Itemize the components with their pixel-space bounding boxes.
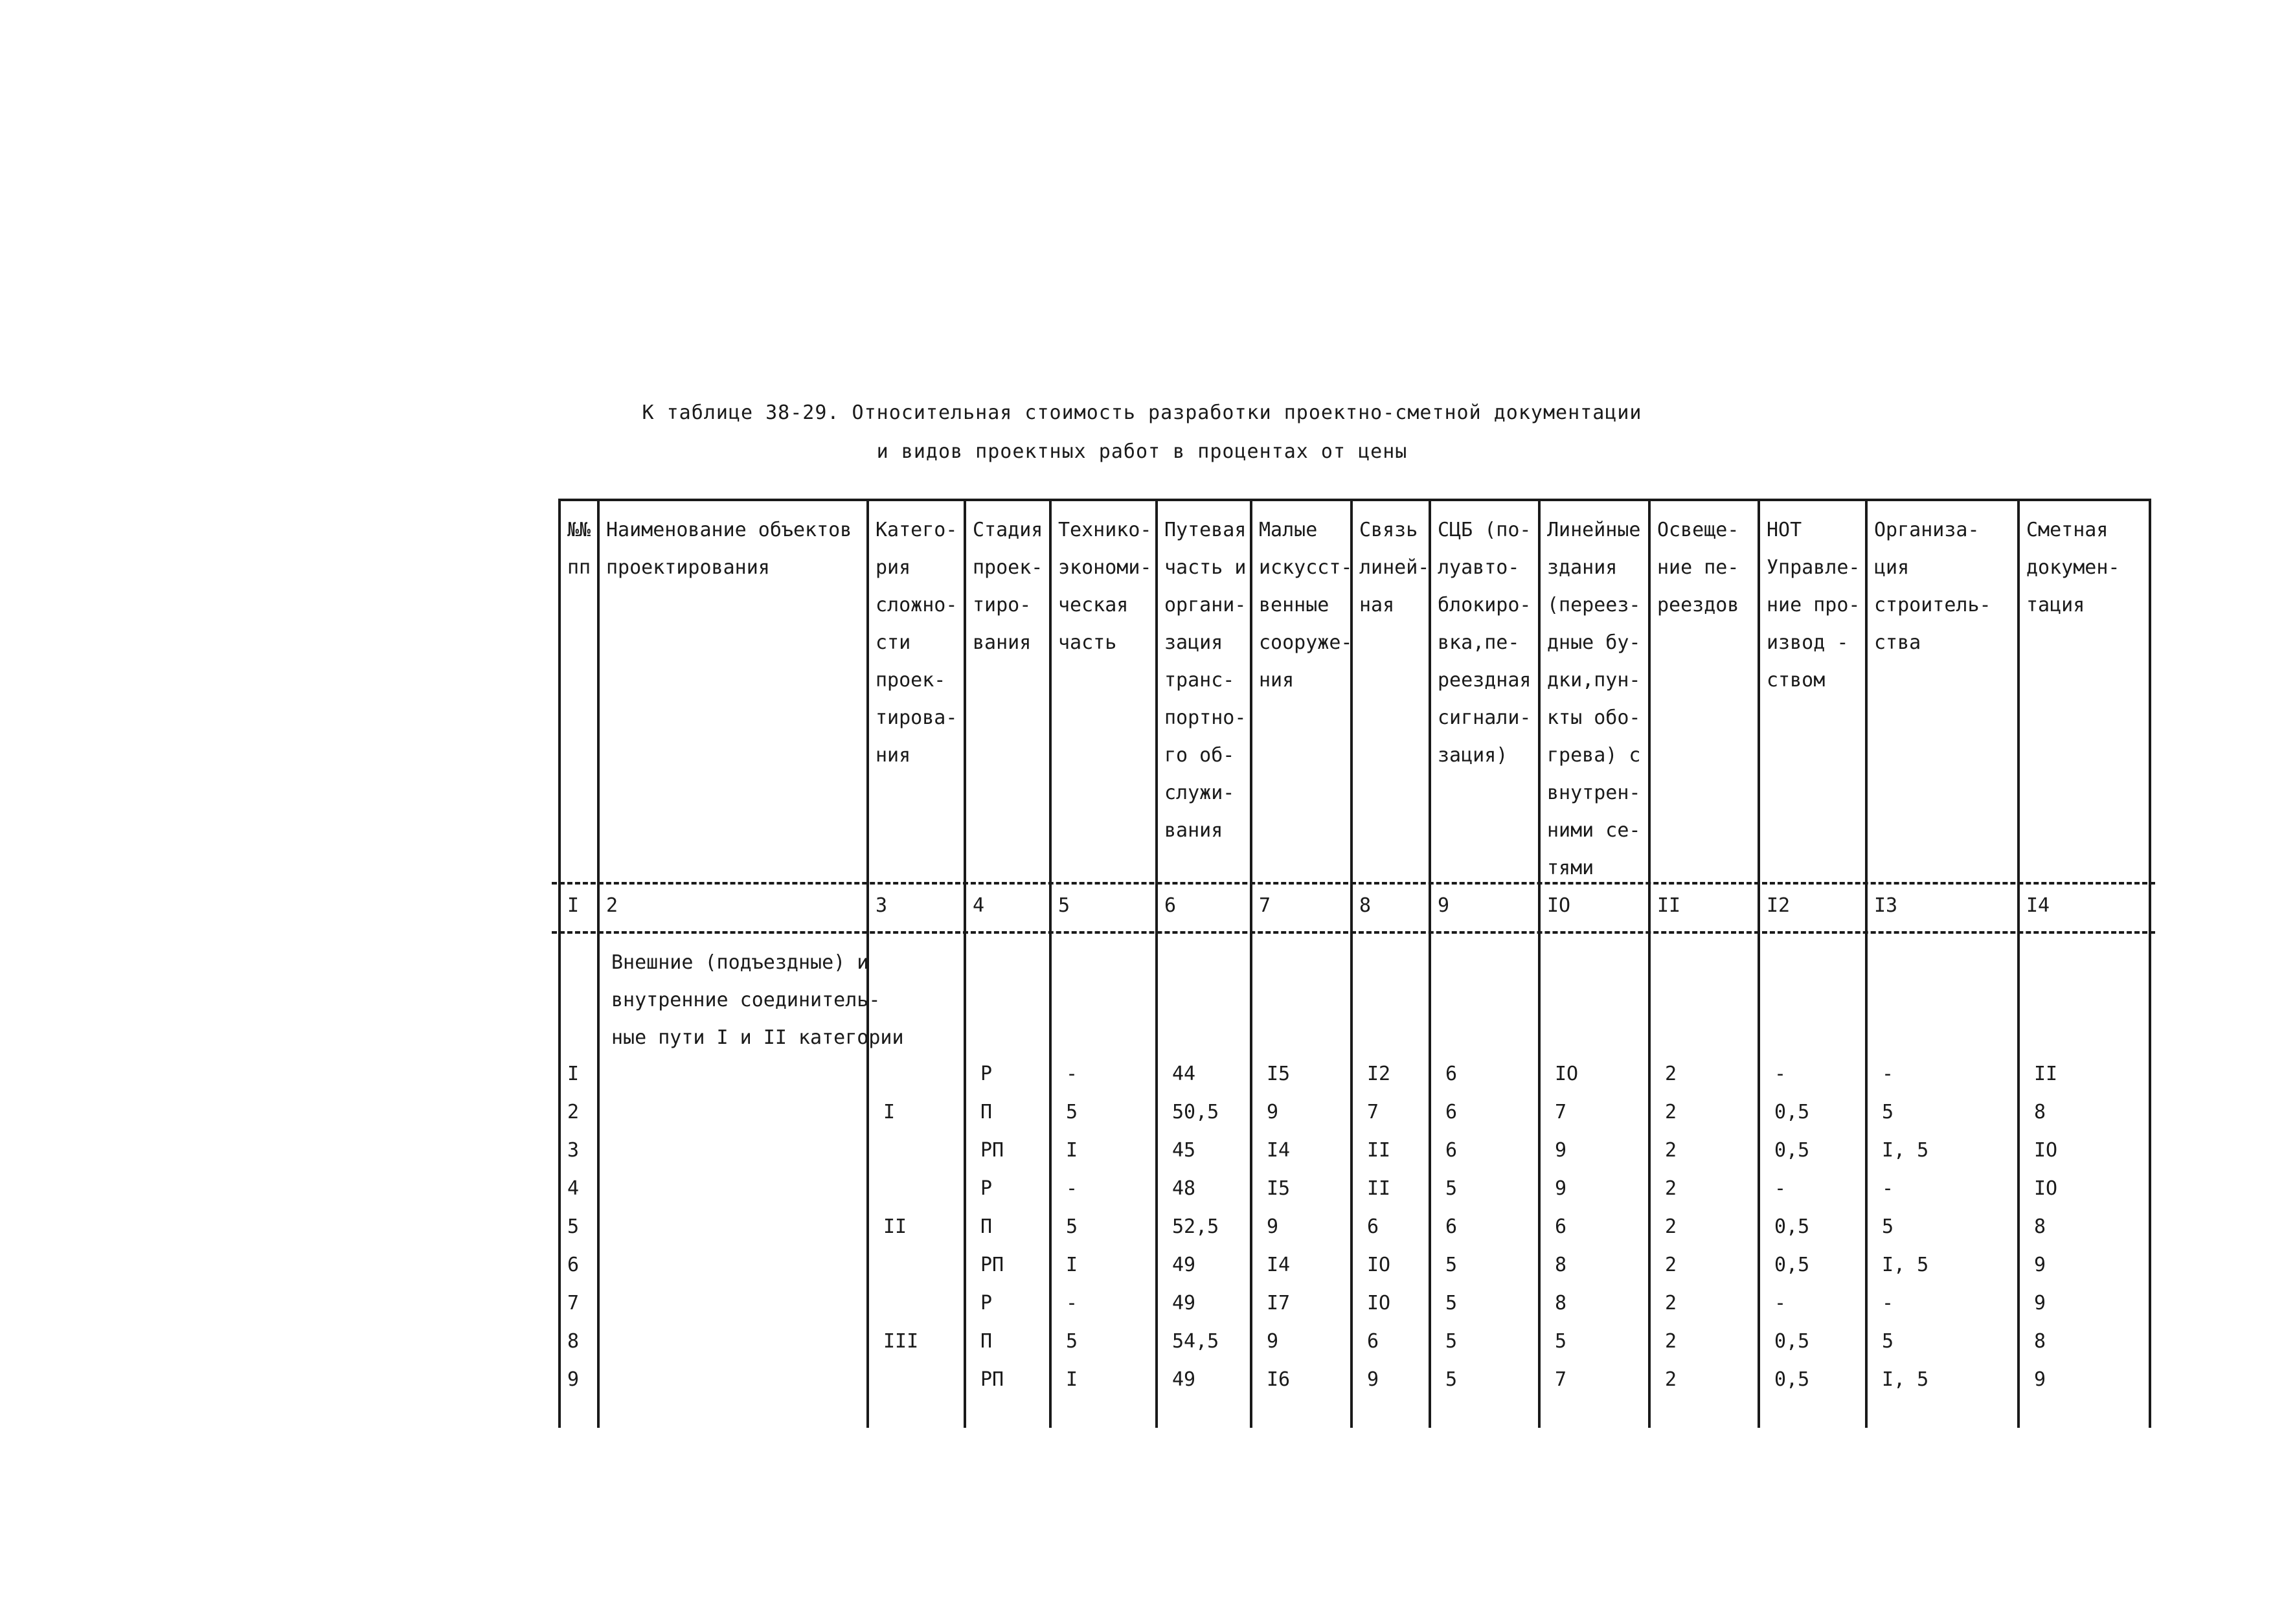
table-cell: РП bbox=[980, 1139, 1004, 1162]
table-cell: I bbox=[1066, 1368, 1078, 1391]
table-cell: - bbox=[1066, 1177, 1078, 1200]
table-cell: 8 bbox=[1555, 1292, 1567, 1314]
header-cell: Путевая часть и органи- зация транс- портно- го об- служи- вания bbox=[1164, 519, 1247, 842]
table-cell: 5 bbox=[1445, 1330, 1458, 1353]
header-cell: Технико- экономи- ческая часть bbox=[1058, 519, 1152, 654]
table-cell: I4 bbox=[1267, 1139, 1291, 1162]
table-cell: 9 bbox=[1267, 1330, 1279, 1353]
table-cell: - bbox=[1066, 1292, 1078, 1314]
table-cell: I bbox=[1066, 1254, 1078, 1276]
table-cell: 5 bbox=[1066, 1330, 1078, 1353]
table-cell: 6 bbox=[1367, 1215, 1379, 1238]
column-divider bbox=[558, 499, 561, 1428]
row-number: 2 bbox=[567, 1101, 580, 1123]
table-cell: I bbox=[883, 1101, 896, 1123]
table-cell: 9 bbox=[1367, 1368, 1379, 1391]
table-caption-line-1: К таблице 38-29. Относительная стоимость разработки проектно-сметной документации bbox=[642, 401, 1642, 424]
table-cell: П bbox=[980, 1101, 993, 1123]
table-cell: 52,5 bbox=[1172, 1215, 1219, 1238]
column-divider bbox=[597, 499, 600, 1428]
table-cell: I5 bbox=[1267, 1063, 1291, 1085]
row-number: 3 bbox=[567, 1139, 580, 1162]
header-cell: Наименование объектов проектирования bbox=[606, 519, 852, 579]
table-cell: IO bbox=[1555, 1063, 1579, 1085]
table-cell: 49 bbox=[1172, 1254, 1196, 1276]
table-cell: 8 bbox=[2034, 1215, 2046, 1238]
header-cell: Линейные здания (переез- дные бу- дки,пун- кты обо- грева) с внутрен- ними се- тями bbox=[1547, 519, 1641, 879]
table-cell: - bbox=[1882, 1063, 1894, 1085]
table-cell: - bbox=[1066, 1063, 1078, 1085]
table-cell: Р bbox=[980, 1292, 993, 1314]
table-cell: II bbox=[883, 1215, 907, 1238]
table-cell: 2 bbox=[1665, 1177, 1677, 1200]
column-divider bbox=[1155, 499, 1158, 1428]
column-number: 8 bbox=[1359, 894, 1372, 917]
column-number: I2 bbox=[1767, 894, 1791, 917]
table-cell: I4 bbox=[1267, 1254, 1291, 1276]
table-cell: РП bbox=[980, 1254, 1004, 1276]
table-cell: II bbox=[1367, 1139, 1391, 1162]
table-cell: 7 bbox=[1555, 1101, 1567, 1123]
table-cell: I7 bbox=[1267, 1292, 1291, 1314]
header-cell: Связь линей- ная bbox=[1359, 519, 1430, 616]
table-cell: 9 bbox=[2034, 1292, 2046, 1314]
table-cell: 5 bbox=[1882, 1101, 1894, 1123]
header-cell: НОТ Управле- ние про- извод - ством bbox=[1767, 519, 1860, 692]
row-number: I bbox=[567, 1063, 580, 1085]
table-cell: 5 bbox=[1445, 1177, 1458, 1200]
table-cell: 48 bbox=[1172, 1177, 1196, 1200]
column-divider bbox=[1538, 499, 1541, 1428]
table-cell: 6 bbox=[1445, 1101, 1458, 1123]
table-cell: I, 5 bbox=[1882, 1368, 1929, 1391]
table-cell: 6 bbox=[1445, 1215, 1458, 1238]
table-cell: - bbox=[1882, 1292, 1894, 1314]
table-cell: 2 bbox=[1665, 1139, 1677, 1162]
table-cell: III bbox=[883, 1330, 919, 1353]
dashed-row-divider bbox=[552, 882, 2155, 885]
table-cell: IO bbox=[1367, 1292, 1391, 1314]
column-number: IO bbox=[1547, 894, 1571, 917]
table-cell: 5 bbox=[1066, 1101, 1078, 1123]
table-cell: 2 bbox=[1665, 1215, 1677, 1238]
table-cell: 2 bbox=[1665, 1063, 1677, 1085]
table-cell: - bbox=[1774, 1177, 1787, 1200]
header-cell: Сметная докумен- тация bbox=[2026, 519, 2120, 616]
table-cell: 9 bbox=[2034, 1254, 2046, 1276]
dashed-row-divider bbox=[552, 931, 2155, 934]
table-cell: I2 bbox=[1367, 1063, 1391, 1085]
table-cell: I, 5 bbox=[1882, 1254, 1929, 1276]
table-cell: 2 bbox=[1665, 1101, 1677, 1123]
column-divider bbox=[1865, 499, 1868, 1428]
table-cell: 0,5 bbox=[1774, 1254, 1810, 1276]
row-number: 8 bbox=[567, 1330, 580, 1353]
table-cell: IO bbox=[2034, 1139, 2058, 1162]
table-cell: РП bbox=[980, 1368, 1004, 1391]
table-cell: 5 bbox=[1445, 1292, 1458, 1314]
table-top-border bbox=[558, 499, 2149, 501]
table-cell: 49 bbox=[1172, 1292, 1196, 1314]
table-cell: 5 bbox=[1445, 1254, 1458, 1276]
table-cell: - bbox=[1774, 1063, 1787, 1085]
table-cell: I bbox=[1066, 1139, 1078, 1162]
table-cell: 8 bbox=[1555, 1254, 1567, 1276]
table-cell: П bbox=[980, 1330, 993, 1353]
column-number: 6 bbox=[1164, 894, 1177, 917]
row-number: 6 bbox=[567, 1254, 580, 1276]
row-number: 9 bbox=[567, 1368, 580, 1391]
table-cell: 0,5 bbox=[1774, 1139, 1810, 1162]
column-divider bbox=[2017, 499, 2020, 1428]
table-cell: 2 bbox=[1665, 1292, 1677, 1314]
table-cell: 45 bbox=[1172, 1139, 1196, 1162]
row-number: 7 bbox=[567, 1292, 580, 1314]
header-cell: Освеще- ние пе- реездов bbox=[1657, 519, 1739, 616]
table-cell: 9 bbox=[1555, 1177, 1567, 1200]
table-cell: 0,5 bbox=[1774, 1215, 1810, 1238]
row-number: 5 bbox=[567, 1215, 580, 1238]
table-cell: 6 bbox=[1555, 1215, 1567, 1238]
table-cell: 54,5 bbox=[1172, 1330, 1219, 1353]
table-cell: 8 bbox=[2034, 1101, 2046, 1123]
table-cell: 6 bbox=[1367, 1330, 1379, 1353]
column-divider bbox=[1758, 499, 1760, 1428]
table-cell: 0,5 bbox=[1774, 1101, 1810, 1123]
table-cell: 2 bbox=[1665, 1368, 1677, 1391]
column-number: 2 bbox=[606, 894, 618, 917]
column-divider bbox=[1648, 499, 1651, 1428]
header-cell: Катего- рия сложно- сти проек- тирова- ния bbox=[876, 519, 958, 767]
table-cell: 7 bbox=[1367, 1101, 1379, 1123]
table-cell: Р bbox=[980, 1063, 993, 1085]
column-number: 9 bbox=[1438, 894, 1450, 917]
table-cell: 9 bbox=[1267, 1215, 1279, 1238]
table-cell: 5 bbox=[1445, 1368, 1458, 1391]
column-number: I4 bbox=[2026, 894, 2050, 917]
column-number: 5 bbox=[1058, 894, 1070, 917]
table-caption-line-2: и видов проектных работ в процентах от цены bbox=[876, 440, 1408, 463]
table-cell: 6 bbox=[1445, 1139, 1458, 1162]
table-cell: II bbox=[2034, 1063, 2058, 1085]
table-cell: 49 bbox=[1172, 1368, 1196, 1391]
table-cell: 5 bbox=[1882, 1330, 1894, 1353]
header-cell: СЦБ (по- луавто- блокиро- вка,пе- реездная сигнали- зация) bbox=[1438, 519, 1532, 767]
table-cell: I5 bbox=[1267, 1177, 1291, 1200]
table-cell: Р bbox=[980, 1177, 993, 1200]
section-title: Внешние (подъездные) и внутренние соединитель- ные пути I и II категории bbox=[611, 951, 904, 1049]
table-cell: 7 bbox=[1555, 1368, 1567, 1391]
column-divider bbox=[1429, 499, 1431, 1428]
table-cell: - bbox=[1882, 1177, 1894, 1200]
table-cell: 5 bbox=[1066, 1215, 1078, 1238]
table-cell: 50,5 bbox=[1172, 1101, 1219, 1123]
table-cell: IO bbox=[2034, 1177, 2058, 1200]
table-cell: 2 bbox=[1665, 1330, 1677, 1353]
column-number: 7 bbox=[1259, 894, 1271, 917]
row-number: 4 bbox=[567, 1177, 580, 1200]
column-number: 3 bbox=[876, 894, 888, 917]
header-cell: Малые искусст- венные сооруже- ния bbox=[1259, 519, 1353, 692]
column-number: II bbox=[1657, 894, 1681, 917]
column-divider bbox=[964, 499, 966, 1428]
table-cell: 0,5 bbox=[1774, 1368, 1810, 1391]
table-cell: IO bbox=[1367, 1254, 1391, 1276]
table-cell: 2 bbox=[1665, 1254, 1677, 1276]
table-cell: II bbox=[1367, 1177, 1391, 1200]
table-cell: 9 bbox=[2034, 1368, 2046, 1391]
column-number: 4 bbox=[973, 894, 985, 917]
table-cell: I, 5 bbox=[1882, 1139, 1929, 1162]
table-cell: 9 bbox=[1267, 1101, 1279, 1123]
header-cell: Стадия проек- тиро- вания bbox=[973, 519, 1043, 654]
table-cell: - bbox=[1774, 1292, 1787, 1314]
table-cell: 6 bbox=[1445, 1063, 1458, 1085]
column-divider bbox=[2149, 499, 2151, 1428]
header-cell: Организа- ция строитель- ства bbox=[1874, 519, 1991, 654]
table-cell: I6 bbox=[1267, 1368, 1291, 1391]
table-cell: 9 bbox=[1555, 1139, 1567, 1162]
column-divider bbox=[1049, 499, 1052, 1428]
table-cell: 44 bbox=[1172, 1063, 1196, 1085]
table-cell: 8 bbox=[2034, 1330, 2046, 1353]
header-cell: №№ пп bbox=[567, 519, 591, 579]
table-cell: П bbox=[980, 1215, 993, 1238]
table-cell: 5 bbox=[1882, 1215, 1894, 1238]
table-cell: 0,5 bbox=[1774, 1330, 1810, 1353]
column-number: I3 bbox=[1874, 894, 1898, 917]
column-number: I bbox=[567, 894, 580, 917]
table-cell: 5 bbox=[1555, 1330, 1567, 1353]
column-divider bbox=[1250, 499, 1252, 1428]
